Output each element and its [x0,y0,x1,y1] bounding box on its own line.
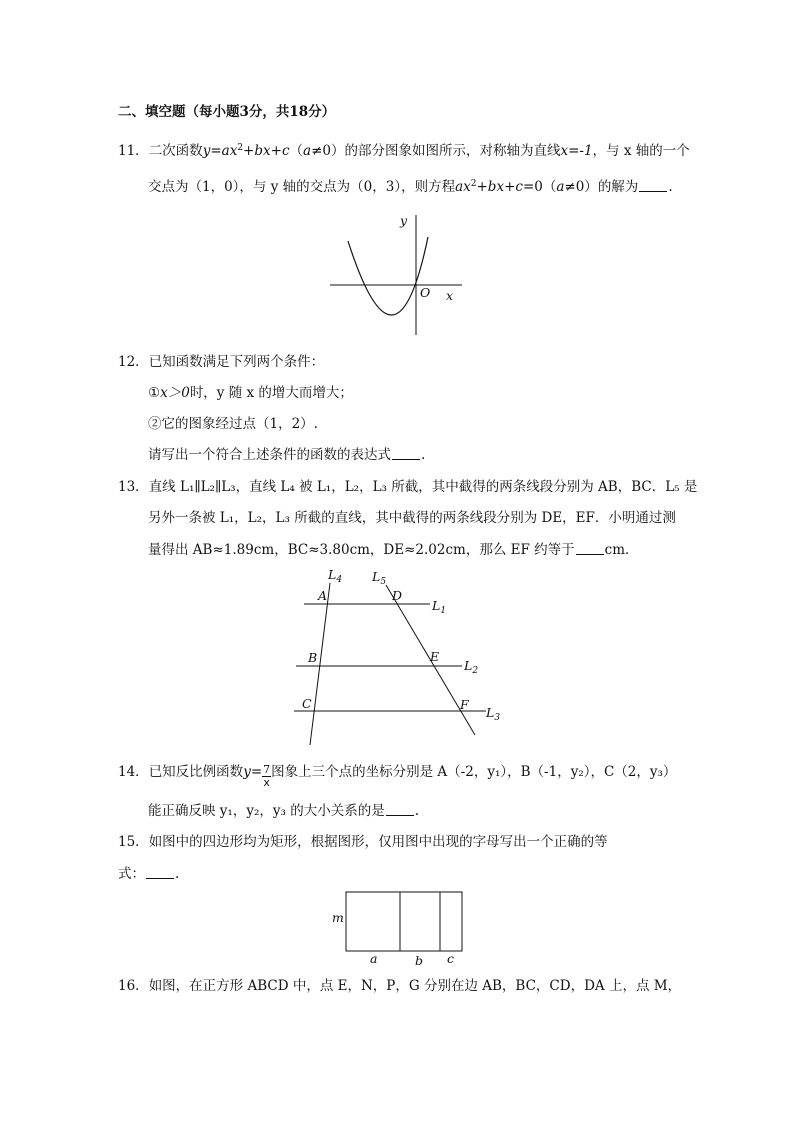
q13-line2: 另外一条被 L₁，L₂，L₃ 所截的直线，其中截得的两条线段分别为 DE，EF．小明通过测 [148,510,676,526]
q13-point-D: D [392,588,403,603]
q13-parallel-lines-figure [290,565,510,750]
q13-line1-text: 直线 L₁∥L₂∥L₃，直线 L₄ 被 L₁，L₂，L₃ 所截，其中截得的两条线段分别为 AB，BC．L₅ 是 [148,479,698,495]
q11-func-label: 二次函数 [148,143,203,159]
q13-label-L5: $L_5$ [372,569,387,587]
q11-line1-end: ，与 x 轴的一个 [592,143,690,159]
q12-cond2-text: 它的图象经过点（1，2）. [161,416,318,432]
q12-cond2-mark: ② [148,416,162,432]
q11-x-label: x [446,288,454,303]
q11-origin-label: O [420,285,431,300]
q13-point-A: A [318,588,328,603]
q14-frac-num: 7 [263,763,271,776]
q16-line1-text: 如图，在正方形 ABCD 中，点 E，N，P，G 分别在边 AB，BC，CD，DA 上，点 M， [148,978,682,994]
q11-y-label: y [400,213,408,228]
q13-label-L3: $L_3$ [486,705,501,723]
q15-outer-rect [346,892,462,951]
q13-unit: cm． [604,542,639,558]
q14-line1-a: 已知反比例函数 [148,764,244,780]
q13-line1 [118,477,697,497]
q14-number: 14． [118,764,149,780]
q12-cond2 [148,414,318,434]
q14-answer-blank[interactable] [386,803,414,816]
q13-label-L4: $L_4$ [328,567,343,585]
q12-period: . [421,447,426,463]
q13-label-L1: $L_1$ [432,598,447,616]
q11-axis: x=-1 [560,143,593,159]
q14-line1: 14．已知反比例函数y= $\frac{7}{x}$ 图象上三个点的坐标分别是 A（-2，y₁），B（-1，y₂），C（2，y₃） [118,763,677,789]
q12-line1-text: 已知函数满足下列两个条件： [148,354,325,370]
q14-fraction [262,764,271,789]
q12-number: 12． [118,354,149,370]
q12-line4-text: 请写出一个符合上述条件的函数的表达式 [148,447,391,463]
q12-line4 [148,445,425,465]
q15-line2-text: 式： [118,866,145,882]
q15-label-b: b [415,953,424,968]
q12-answer-blank[interactable] [392,447,420,460]
q15-line1 [118,832,608,852]
q12-cond1-expr: x＞0 [160,385,190,401]
q15-label-m: m [332,910,344,925]
q13-number: 13． [118,479,149,495]
q13-point-E: E [430,649,440,664]
q12-cond1-text: 时，y 随 x 的增大而增大； [189,385,353,401]
q13-line3-text: 量得出 AB≈1.89cm，BC≈3.80cm，DE≈2.02cm，那么 EF 约等于 [148,542,575,558]
q11-line1-mid: 的部分图象如图所示，对称轴为直线 [344,143,561,159]
q12-line1 [118,352,324,372]
q12-cond1-mark: ① [148,385,161,401]
q15-rectangles-figure [330,888,470,968]
q11-period: . [668,179,673,195]
q11-line2-b: 的解为 [597,179,639,195]
q15-label-c: c [447,951,455,966]
q12-cond1 [148,383,353,403]
q15-line2 [118,864,179,884]
section-title: 二、填空题（每小题3分，共18分） [118,104,336,120]
q14-line1-b: 图象上三个点的坐标分别是 A（-2，y₁），B（-1，y₂），C（2，y₃） [271,764,677,780]
q11-line2: 交点为（1，0），与 y 轴的交点为（0，3），则方程$ax^2+bx+c=0(a\ne 0)$的解为 . [148,179,673,195]
q13-line3 [148,540,639,560]
q15-answer-blank[interactable] [146,866,174,879]
q11-number: 11． [118,143,149,159]
q11-answer-blank[interactable] [639,179,667,192]
q13-point-B: B [308,650,318,665]
q15-number: 15． [118,834,149,850]
q13-point-F: F [460,697,469,712]
q13-label-L2: $L_2$ [464,658,479,676]
q11-parabola-graph [320,205,470,340]
q14-line2 [148,801,419,821]
q15-line1-text: 如图中的四边形均为矩形，根据图形，仅用图中出现的字母写出一个正确的等 [148,834,608,850]
q13-answer-blank[interactable] [576,542,604,555]
q14-period: . [414,803,419,819]
q15-period: . [175,866,180,882]
q14-frac-den: x [263,776,270,789]
q16-line1 [118,976,681,996]
q11-line2-a: 交点为（1，0），与 y 轴的交点为（0，3），则方程 [148,179,456,195]
q15-label-a: a [370,951,378,966]
q13-point-C: C [302,696,312,711]
q14-line2-text: 能正确反映 y₁，y₂，y₃ 的大小关系的是 [148,803,385,819]
q11-line1: 11．二次函数$y=ax^2+bx+c(a\ne 0)$的部分图象如图所示，对称轴为直线x=-1，与 x 轴的一个 [118,143,690,159]
q16-number: 16． [118,978,149,994]
